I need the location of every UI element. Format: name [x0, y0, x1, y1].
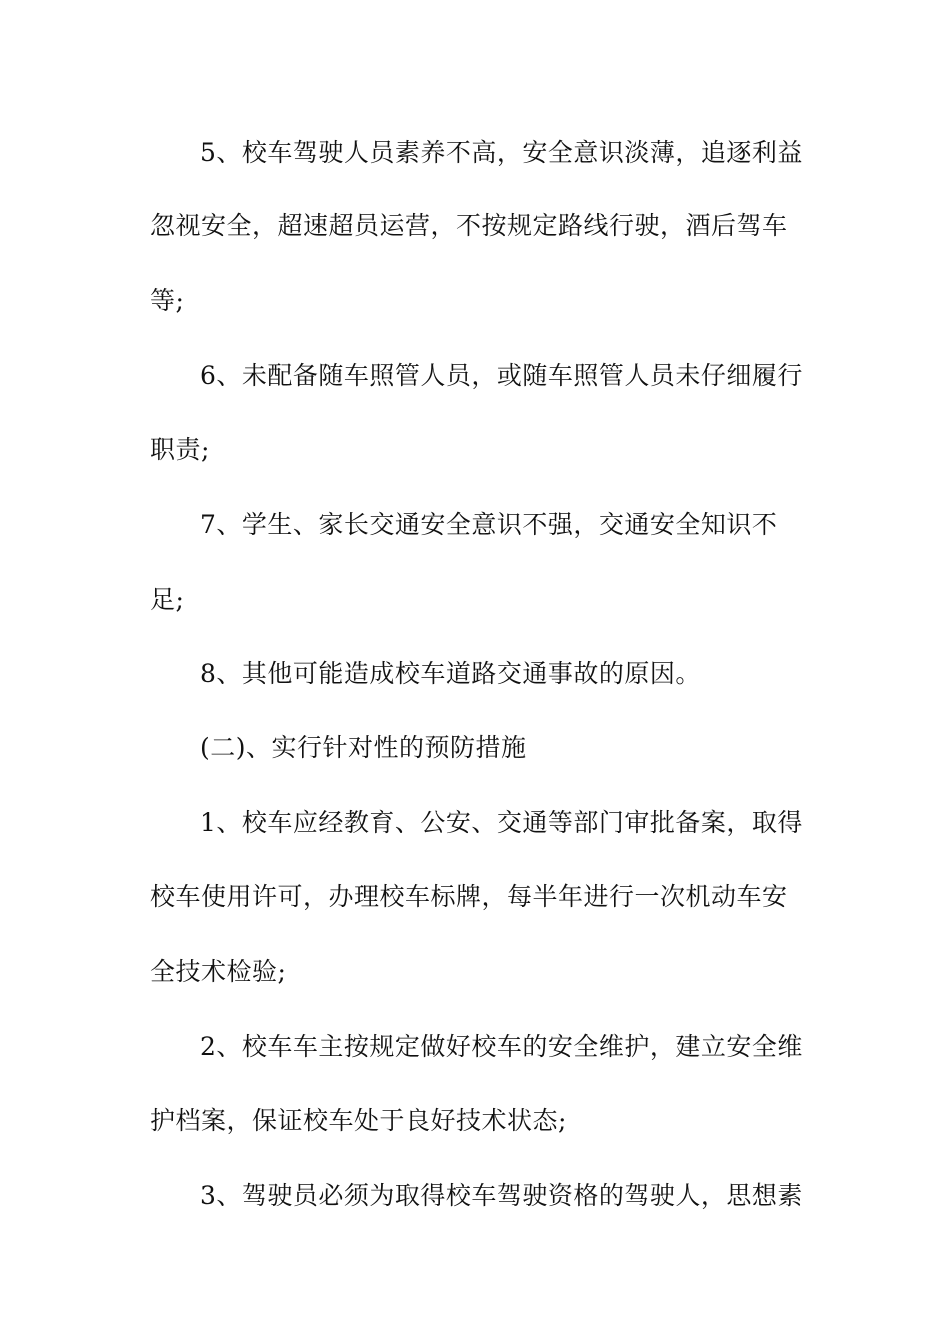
text-line: 6、未配备随车照管人员，或随车照管人员未仔细履行: [200, 361, 803, 390]
text-line: 护档案，保证校车处于良好技术状态;: [150, 1106, 567, 1135]
text-line: 5、校车驾驶人员素养不高，安全意识淡薄，追逐利益: [200, 138, 803, 167]
section-heading: (二)、实行针对性的预防措施: [200, 733, 527, 762]
text-line: 3、驾驶员必须为取得校车驾驶资格的驾驶人，思想素: [200, 1181, 803, 1210]
text-line: 7、学生、家长交通安全意识不强，交通安全知识不: [200, 510, 778, 539]
text-line: 职责;: [150, 435, 210, 464]
text-line: 全技术检验;: [150, 957, 287, 986]
text-line: 校车使用许可，办理校车标牌，每半年进行一次机动车安: [150, 882, 788, 911]
text-line: 2、校车车主按规定做好校车的安全维护，建立安全维: [200, 1032, 803, 1061]
text-line: 忽视安全，超速超员运营，不按规定路线行驶，酒后驾车: [150, 211, 788, 240]
text-line: 等;: [150, 286, 185, 315]
text-line: 足;: [150, 585, 185, 614]
text-line: 8、其他可能造成校车道路交通事故的原因。: [200, 659, 701, 688]
text-line: 1、校车应经教育、公安、交通等部门审批备案，取得: [200, 808, 803, 837]
